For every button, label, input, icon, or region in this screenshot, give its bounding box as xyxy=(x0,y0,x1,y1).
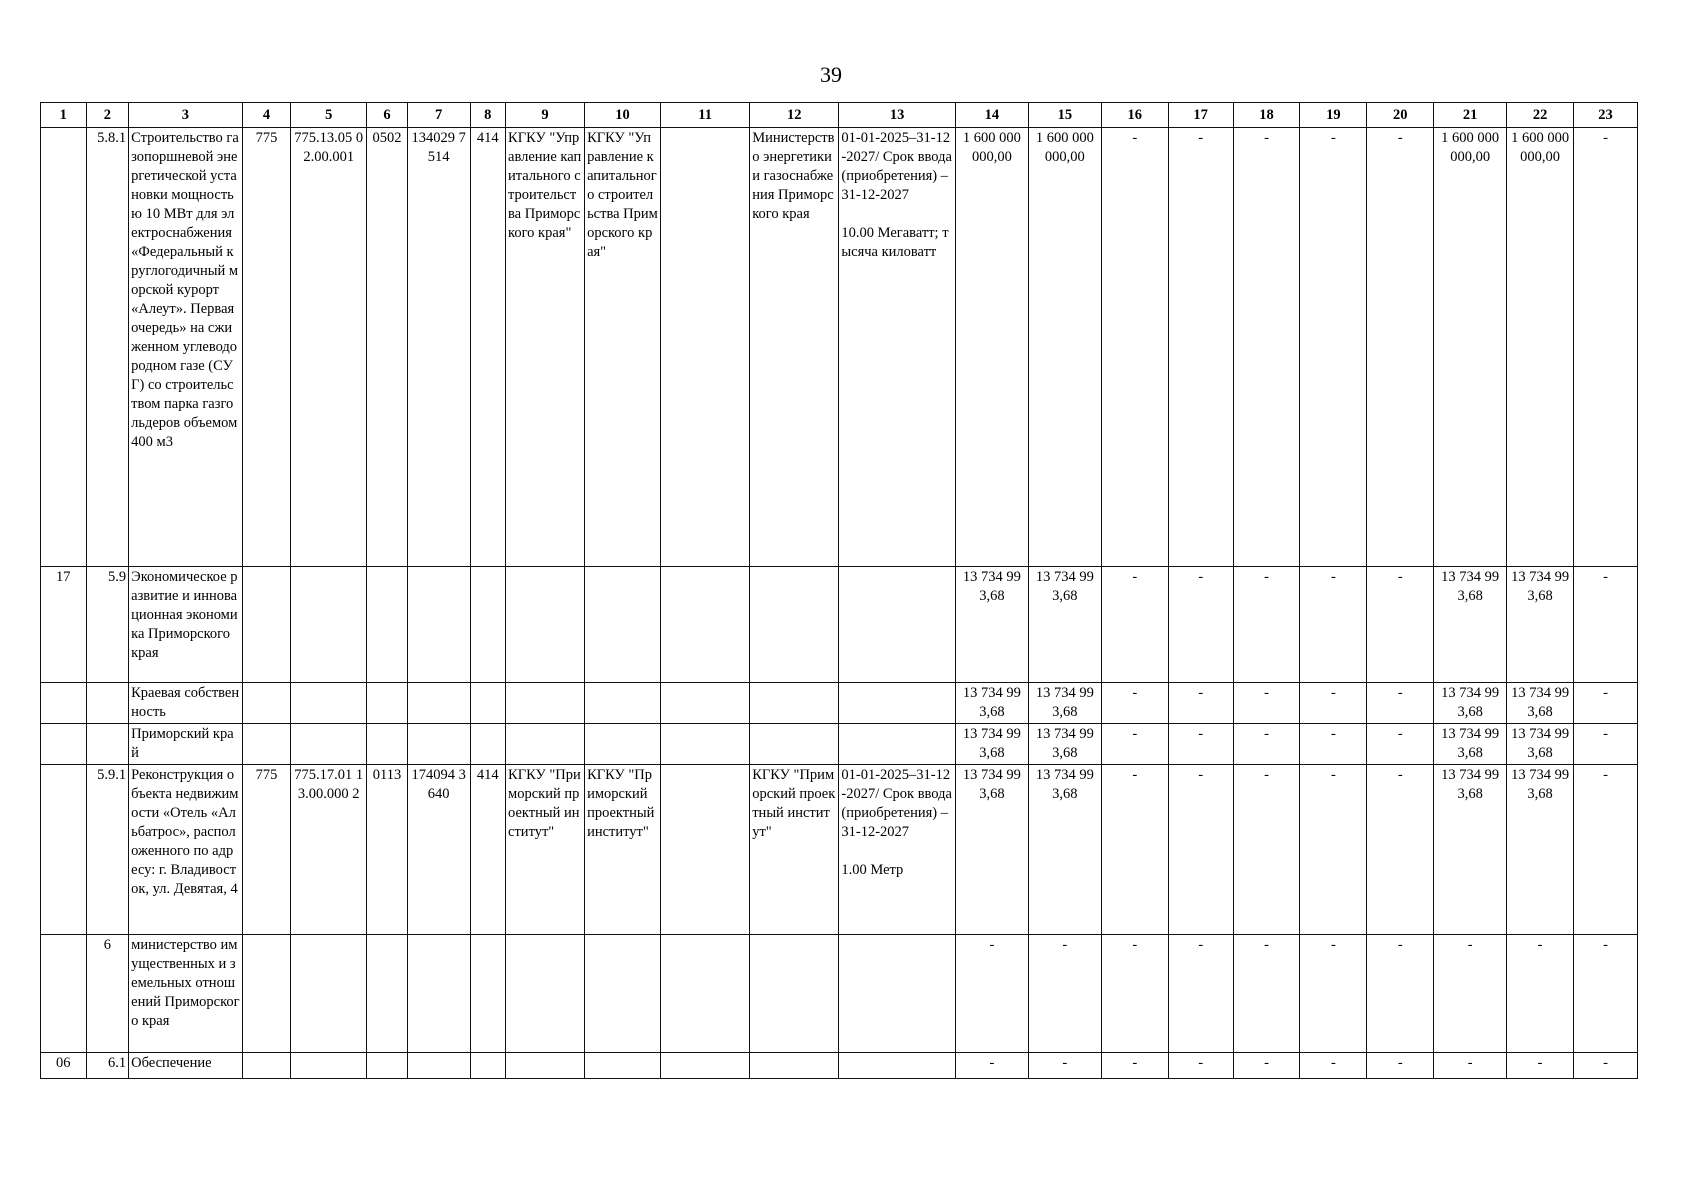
cell-col10 xyxy=(585,1053,661,1079)
header-cell: 3 xyxy=(129,103,242,128)
cell-col18: - xyxy=(1233,724,1300,765)
cell-col17: - xyxy=(1168,765,1233,935)
header-cell: 14 xyxy=(955,103,1028,128)
cell-col19: - xyxy=(1300,683,1367,724)
cell-col9: КГКУ "Управление капитального строительства Приморского края" xyxy=(506,128,585,567)
cell-col19: - xyxy=(1300,935,1367,1053)
header-cell: 1 xyxy=(41,103,87,128)
cell-col16: - xyxy=(1101,1053,1168,1079)
page-number: 39 xyxy=(820,62,842,87)
term-text: 01-01-2025–31-12-2027/ Срок ввода (приобретения) – 31-12-2027 xyxy=(841,767,952,840)
cell-col8 xyxy=(470,567,505,683)
cell-col23: - xyxy=(1574,567,1638,683)
description-cell: Приморский край xyxy=(129,724,242,765)
cell-col14: 13 734 993,68 xyxy=(955,724,1028,765)
cell-col8 xyxy=(470,935,505,1053)
cell-col16: - xyxy=(1101,128,1168,567)
cell-col10 xyxy=(585,935,661,1053)
cell-col4 xyxy=(242,683,291,724)
cell-col14: 1 600 000 000,00 xyxy=(955,128,1028,567)
cell-col5: 775.13.05 02.00.001 xyxy=(291,128,367,567)
cell-col4: 775 xyxy=(242,765,291,935)
cell-col22: 13 734 993,68 xyxy=(1507,683,1574,724)
capacity-text: 1.00 Метр xyxy=(841,862,904,878)
cell-col20: - xyxy=(1367,935,1434,1053)
cell-col18: - xyxy=(1233,1053,1300,1079)
header-cell: 17 xyxy=(1168,103,1233,128)
cell-col21: 1 600 000 000,00 xyxy=(1434,128,1507,567)
row-number-cell xyxy=(41,724,87,765)
term-text: 01-01-2025–31-12-2027/ Срок ввода (приобретения) – 31-12-2027 xyxy=(841,130,952,203)
cell-col17: - xyxy=(1168,1053,1233,1079)
cell-col14: - xyxy=(955,935,1028,1053)
cell-col23: - xyxy=(1574,935,1638,1053)
cell-col5 xyxy=(291,1053,367,1079)
header-cell: 8 xyxy=(470,103,505,128)
cell-col19: - xyxy=(1300,724,1367,765)
cell-col22: - xyxy=(1507,1053,1574,1079)
cell-col19: - xyxy=(1300,1053,1367,1079)
header-cell: 13 xyxy=(839,103,956,128)
cell-col16: - xyxy=(1101,935,1168,1053)
cell-col13 xyxy=(839,935,956,1053)
table-header-row xyxy=(41,103,1638,128)
code-cell: 6.1 xyxy=(86,1053,129,1079)
cell-col10: КГКУ "Управление капитального строительства Приморского края" xyxy=(585,128,661,567)
cell-col17: - xyxy=(1168,567,1233,683)
cell-col7 xyxy=(407,724,470,765)
cell-col18: - xyxy=(1233,765,1300,935)
cell-col15: - xyxy=(1028,1053,1101,1079)
cell-col6 xyxy=(367,935,408,1053)
cell-col7: 174094 3640 xyxy=(407,765,470,935)
cell-col19: - xyxy=(1300,567,1367,683)
header-cell: 7 xyxy=(407,103,470,128)
cell-col9 xyxy=(506,935,585,1053)
description-cell: Строительство газопоршневой энергетической установки мощностью 10 МВт для электроснабжения «Федеральный круглогодичный морской курорт «Алеут». Первая очередь» на сжиженном углеводородном газе (СУГ) со строительством парка газгольдеров объемом 400 м3 xyxy=(129,128,242,567)
cell-col20: - xyxy=(1367,128,1434,567)
cell-col4 xyxy=(242,1053,291,1079)
cell-col16: - xyxy=(1101,724,1168,765)
cell-col10 xyxy=(585,683,661,724)
cell-col22: 13 734 993,68 xyxy=(1507,724,1574,765)
cell-col4 xyxy=(242,567,291,683)
cell-col21: - xyxy=(1434,935,1507,1053)
cell-col20: - xyxy=(1367,567,1434,683)
capacity-text: 10.00 Мегаватт; тысяча киловатт xyxy=(841,225,949,260)
cell-col8 xyxy=(470,724,505,765)
cell-col8 xyxy=(470,683,505,724)
cell-col23: - xyxy=(1574,683,1638,724)
cell-col18: - xyxy=(1233,935,1300,1053)
description-cell: Обеспечение xyxy=(129,1053,242,1079)
table-row xyxy=(41,765,1638,935)
cell-col13 xyxy=(839,567,956,683)
cell-col12: КГКУ "Приморский проектный институт" xyxy=(750,765,839,935)
cell-col23: - xyxy=(1574,128,1638,567)
cell-col11 xyxy=(661,935,750,1053)
cell-col5 xyxy=(291,724,367,765)
description-cell: Реконструкция объекта недвижимости «Отель «Альбатрос», расположенного по адресу: г. Владивосток, ул. Девятая, 4 xyxy=(129,765,242,935)
cell-col18: - xyxy=(1233,683,1300,724)
header-cell: 9 xyxy=(506,103,585,128)
cell-col12: Министерство энергетики и газоснабжения Приморского края xyxy=(750,128,839,567)
cell-col23: - xyxy=(1574,724,1638,765)
cell-col19: - xyxy=(1300,128,1367,567)
cell-col20: - xyxy=(1367,683,1434,724)
cell-col4 xyxy=(242,935,291,1053)
header-cell: 10 xyxy=(585,103,661,128)
cell-col20: - xyxy=(1367,765,1434,935)
header-cell: 18 xyxy=(1233,103,1300,128)
table-row xyxy=(41,1053,1638,1079)
row-number-cell xyxy=(41,935,87,1053)
cell-col6 xyxy=(367,567,408,683)
budget-table xyxy=(40,102,1638,1079)
cell-col7: 134029 7514 xyxy=(407,128,470,567)
code-cell: 5.8.1 xyxy=(86,128,129,567)
cell-col16: - xyxy=(1101,567,1168,683)
cell-col11 xyxy=(661,567,750,683)
cell-col12 xyxy=(750,567,839,683)
description-cell: Экономическое развитие и инновационная экономика Приморского края xyxy=(129,567,242,683)
cell-col23: - xyxy=(1574,765,1638,935)
cell-col7 xyxy=(407,683,470,724)
cell-col12 xyxy=(750,935,839,1053)
cell-col21: 13 734 993,68 xyxy=(1434,683,1507,724)
table-row xyxy=(41,935,1638,1053)
cell-col22: 1 600 000 000,00 xyxy=(1507,128,1574,567)
cell-col4 xyxy=(242,724,291,765)
header-cell: 23 xyxy=(1574,103,1638,128)
cell-col11 xyxy=(661,128,750,567)
cell-col8: 414 xyxy=(470,765,505,935)
cell-col6 xyxy=(367,1053,408,1079)
cell-col12 xyxy=(750,683,839,724)
header-cell: 15 xyxy=(1028,103,1101,128)
header-cell: 20 xyxy=(1367,103,1434,128)
cell-col17: - xyxy=(1168,724,1233,765)
cell-col6 xyxy=(367,724,408,765)
description-cell: Краевая собственность xyxy=(129,683,242,724)
code-cell: 5.9.1 xyxy=(86,765,129,935)
cell-col9 xyxy=(506,1053,585,1079)
cell-col18: - xyxy=(1233,128,1300,567)
cell-col21: - xyxy=(1434,1053,1507,1079)
cell-col15: 13 734 993,68 xyxy=(1028,765,1101,935)
row-number-cell xyxy=(41,683,87,724)
cell-col11 xyxy=(661,683,750,724)
cell-col7 xyxy=(407,567,470,683)
header-cell: 5 xyxy=(291,103,367,128)
table-row xyxy=(41,128,1638,567)
header-cell: 6 xyxy=(367,103,408,128)
cell-col15: - xyxy=(1028,935,1101,1053)
header-cell: 12 xyxy=(750,103,839,128)
cell-col9 xyxy=(506,567,585,683)
cell-col20: - xyxy=(1367,724,1434,765)
table-row xyxy=(41,683,1638,724)
cell-col7 xyxy=(407,1053,470,1079)
cell-col14: - xyxy=(955,1053,1028,1079)
header-cell: 22 xyxy=(1507,103,1574,128)
cell-col17: - xyxy=(1168,683,1233,724)
header-cell: 19 xyxy=(1300,103,1367,128)
cell-col13 xyxy=(839,765,956,935)
description-cell: министерство имущественных и земельных отношений Приморского края xyxy=(129,935,242,1053)
row-number-cell: 17 xyxy=(41,567,87,683)
header-cell: 2 xyxy=(86,103,129,128)
cell-col5 xyxy=(291,683,367,724)
row-number-cell xyxy=(41,128,87,567)
cell-col8: 414 xyxy=(470,128,505,567)
cell-col10 xyxy=(585,724,661,765)
cell-col15: 1 600 000 000,00 xyxy=(1028,128,1101,567)
cell-col16: - xyxy=(1101,683,1168,724)
code-cell: 6 xyxy=(86,935,129,1053)
cell-col17: - xyxy=(1168,935,1233,1053)
row-number-cell: 06 xyxy=(41,1053,87,1079)
cell-col12 xyxy=(750,724,839,765)
cell-col6: 0502 xyxy=(367,128,408,567)
cell-col21: 13 734 993,68 xyxy=(1434,724,1507,765)
cell-col14: 13 734 993,68 xyxy=(955,765,1028,935)
cell-col21: 13 734 993,68 xyxy=(1434,567,1507,683)
cell-col4: 775 xyxy=(242,128,291,567)
cell-col13 xyxy=(839,724,956,765)
code-cell xyxy=(86,724,129,765)
code-cell: 5.9 xyxy=(86,567,129,683)
cell-col5 xyxy=(291,935,367,1053)
table-row xyxy=(41,724,1638,765)
header-cell: 21 xyxy=(1434,103,1507,128)
header-cell: 4 xyxy=(242,103,291,128)
table-row xyxy=(41,567,1638,683)
cell-col15: 13 734 993,68 xyxy=(1028,567,1101,683)
cell-col14: 13 734 993,68 xyxy=(955,567,1028,683)
cell-col6: 0113 xyxy=(367,765,408,935)
cell-col9 xyxy=(506,683,585,724)
cell-col18: - xyxy=(1233,567,1300,683)
cell-col20: - xyxy=(1367,1053,1434,1079)
row-number-cell xyxy=(41,765,87,935)
header-cell: 16 xyxy=(1101,103,1168,128)
cell-col5: 775.17.01 13.00.000 2 xyxy=(291,765,367,935)
cell-col16: - xyxy=(1101,765,1168,935)
cell-col13 xyxy=(839,683,956,724)
cell-col6 xyxy=(367,683,408,724)
cell-col15: 13 734 993,68 xyxy=(1028,724,1101,765)
cell-col15: 13 734 993,68 xyxy=(1028,683,1101,724)
cell-col10: КГКУ "Приморский проектный институт" xyxy=(585,765,661,935)
header-cell: 11 xyxy=(661,103,750,128)
code-cell xyxy=(86,683,129,724)
cell-col11 xyxy=(661,724,750,765)
cell-col12 xyxy=(750,1053,839,1079)
cell-col23: - xyxy=(1574,1053,1638,1079)
cell-col22: 13 734 993,68 xyxy=(1507,765,1574,935)
cell-col22: 13 734 993,68 xyxy=(1507,567,1574,683)
cell-col5 xyxy=(291,567,367,683)
cell-col7 xyxy=(407,935,470,1053)
cell-col13 xyxy=(839,1053,956,1079)
cell-col22: - xyxy=(1507,935,1574,1053)
cell-col19: - xyxy=(1300,765,1367,935)
cell-col8 xyxy=(470,1053,505,1079)
cell-col21: 13 734 993,68 xyxy=(1434,765,1507,935)
cell-col9 xyxy=(506,724,585,765)
cell-col14: 13 734 993,68 xyxy=(955,683,1028,724)
cell-col11 xyxy=(661,1053,750,1079)
cell-col11 xyxy=(661,765,750,935)
cell-col9: КГКУ "Приморский проектный институт" xyxy=(506,765,585,935)
cell-col10 xyxy=(585,567,661,683)
cell-col17: - xyxy=(1168,128,1233,567)
cell-col13 xyxy=(839,128,956,567)
